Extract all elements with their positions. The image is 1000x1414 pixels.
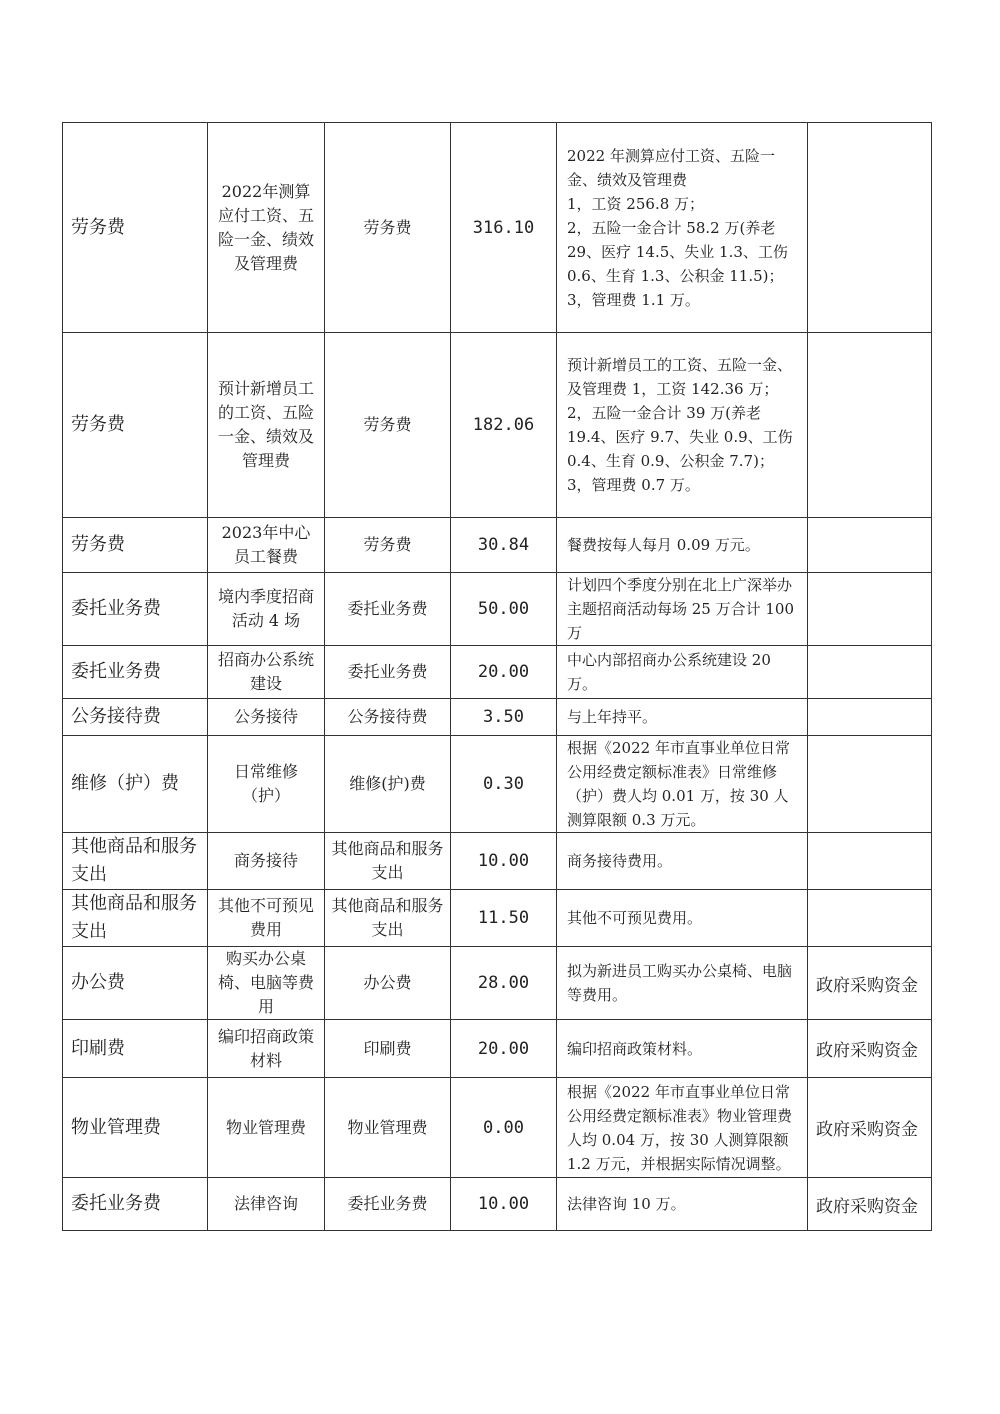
remark-cell bbox=[808, 646, 932, 699]
amount-cell: 0.30 bbox=[451, 736, 557, 833]
remark-cell bbox=[808, 333, 932, 518]
econ-type-cell: 劳务费 bbox=[325, 333, 451, 518]
table-row bbox=[63, 833, 932, 890]
budget-table-body bbox=[63, 123, 932, 1231]
project-cell: 购买办公桌椅、电脑等费用 bbox=[208, 947, 325, 1020]
detail-line: 计划四个季度分别在北上广深举办主题招商活动每场 25 万合计 100 万 bbox=[567, 576, 795, 642]
project-cell: 其他不可预见费用 bbox=[208, 890, 325, 947]
detail-line: 2，五险一金合计 39 万(养老 19.4、医疗 9.7、失业 0.9、工伤 0.4、生育 0.9、公积金 7.7)； bbox=[567, 404, 793, 470]
project-cell: 日常维修（护） bbox=[208, 736, 325, 833]
table-row bbox=[63, 699, 932, 736]
remark-cell: 政府采购资金 bbox=[808, 1078, 932, 1178]
detail-cell bbox=[557, 833, 808, 890]
category-cell: 印刷费 bbox=[63, 1020, 208, 1078]
amount-cell: 20.00 bbox=[451, 1020, 557, 1078]
detail-cell bbox=[557, 123, 808, 333]
econ-type-cell: 劳务费 bbox=[325, 518, 451, 573]
detail-cell bbox=[557, 518, 808, 573]
project-cell: 商务接待 bbox=[208, 833, 325, 890]
detail-line: 拟为新进员工购买办公桌椅、电脑等费用。 bbox=[567, 962, 793, 1004]
detail-cell bbox=[557, 646, 808, 699]
detail-cell bbox=[557, 333, 808, 518]
amount-cell: 316.10 bbox=[451, 123, 557, 333]
econ-type-cell: 委托业务费 bbox=[325, 573, 451, 646]
category-cell: 物业管理费 bbox=[63, 1078, 208, 1178]
category-cell: 办公费 bbox=[63, 947, 208, 1020]
project-cell: 2022年测算应付工资、五险一金、绩效及管理费 bbox=[208, 123, 325, 333]
category-cell: 劳务费 bbox=[63, 123, 208, 333]
project-cell: 招商办公系统建设 bbox=[208, 646, 325, 699]
amount-cell: 11.50 bbox=[451, 890, 557, 947]
category-cell: 其他商品和服务支出 bbox=[63, 833, 208, 890]
project-cell: 预计新增员工的工资、五险一金、绩效及管理费 bbox=[208, 333, 325, 518]
table-row bbox=[63, 123, 932, 333]
table-row bbox=[63, 1020, 932, 1078]
amount-cell: 182.06 bbox=[451, 333, 557, 518]
category-cell: 公务接待费 bbox=[63, 699, 208, 736]
detail-line: 商务接待费用。 bbox=[567, 852, 673, 870]
detail-line: 其他不可预见费用。 bbox=[567, 909, 703, 927]
category-cell: 劳务费 bbox=[63, 333, 208, 518]
project-cell: 法律咨询 bbox=[208, 1178, 325, 1231]
detail-line: 与上年持平。 bbox=[567, 708, 658, 726]
detail-cell bbox=[557, 699, 808, 736]
detail-cell bbox=[557, 573, 808, 646]
table-row bbox=[63, 646, 932, 699]
econ-type-cell: 办公费 bbox=[325, 947, 451, 1020]
econ-type-cell: 其他商品和服务支出 bbox=[325, 833, 451, 890]
econ-type-cell: 劳务费 bbox=[325, 123, 451, 333]
detail-cell bbox=[557, 947, 808, 1020]
amount-cell: 50.00 bbox=[451, 573, 557, 646]
amount-cell: 10.00 bbox=[451, 833, 557, 890]
detail-line: 2，五险一金合计 58.2 万(养老 29、医疗 14.5、失业 1.3、工伤 0.6、生育 1.3、公积金 11.5)； bbox=[567, 218, 788, 285]
project-cell: 境内季度招商活动 4 场 bbox=[208, 573, 325, 646]
detail-line: 3，管理费 0.7 万。 bbox=[567, 476, 700, 494]
table-row bbox=[63, 736, 932, 833]
amount-cell: 20.00 bbox=[451, 646, 557, 699]
table-row bbox=[63, 573, 932, 646]
econ-type-cell: 委托业务费 bbox=[325, 646, 451, 699]
econ-type-cell: 维修(护)费 bbox=[325, 736, 451, 833]
remark-cell bbox=[808, 890, 932, 947]
detail-cell bbox=[557, 1178, 808, 1231]
detail-cell bbox=[557, 1078, 808, 1178]
detail-line: 2022 年测算应付工资、五险一金、绩效及管理费 bbox=[567, 146, 775, 189]
category-cell: 维修（护）费 bbox=[63, 736, 208, 833]
detail-line: 餐费按每人每月 0.09 万元。 bbox=[567, 536, 760, 554]
project-cell: 物业管理费 bbox=[208, 1078, 325, 1178]
econ-type-cell: 物业管理费 bbox=[325, 1078, 451, 1178]
detail-line: 3，管理费 1.1 万。 bbox=[567, 290, 700, 309]
econ-type-cell: 其他商品和服务支出 bbox=[325, 890, 451, 947]
amount-cell: 28.00 bbox=[451, 947, 557, 1020]
remark-cell bbox=[808, 699, 932, 736]
category-cell: 委托业务费 bbox=[63, 573, 208, 646]
detail-line: 编印招商政策材料。 bbox=[567, 1039, 703, 1058]
budget-table bbox=[62, 122, 932, 1231]
amount-cell: 30.84 bbox=[451, 518, 557, 573]
category-cell: 劳务费 bbox=[63, 518, 208, 573]
remark-cell bbox=[808, 833, 932, 890]
remark-cell: 政府采购资金 bbox=[808, 1178, 932, 1231]
econ-type-cell: 委托业务费 bbox=[325, 1178, 451, 1231]
project-cell: 2023年中心员工餐费 bbox=[208, 518, 325, 573]
project-cell: 公务接待 bbox=[208, 699, 325, 736]
detail-line: 预计新增员工的工资、五险一金、及管理费 1，工资 142.36 万； bbox=[567, 356, 793, 398]
table-row bbox=[63, 947, 932, 1020]
category-cell: 其他商品和服务支出 bbox=[63, 890, 208, 947]
table-row bbox=[63, 890, 932, 947]
detail-cell bbox=[557, 1020, 808, 1078]
detail-line: 1，工资 256.8 万； bbox=[567, 194, 705, 213]
detail-line: 法律咨询 10 万。 bbox=[567, 1195, 686, 1213]
category-cell: 委托业务费 bbox=[63, 1178, 208, 1231]
project-cell: 编印招商政策材料 bbox=[208, 1020, 325, 1078]
detail-line: 中心内部招商办公系统建设 20 万。 bbox=[567, 651, 771, 693]
remark-cell bbox=[808, 123, 932, 333]
econ-type-cell: 公务接待费 bbox=[325, 699, 451, 736]
remark-cell bbox=[808, 573, 932, 646]
remark-cell: 政府采购资金 bbox=[808, 1020, 932, 1078]
remark-cell: 政府采购资金 bbox=[808, 947, 932, 1020]
detail-line: 根据《2022 年市直事业单位日常公用经费定额标准表》日常维修（护）费人均 0.01 万，按 30 人测算限额 0.3 万元。 bbox=[567, 739, 790, 829]
table-row bbox=[63, 1078, 932, 1178]
detail-line: 根据《2022 年市直事业单位日常公用经费定额标准表》物业管理费人均 0.04 万，按 30 人测算限额 1.2 万元，并根据实际情况调整。 bbox=[567, 1082, 793, 1173]
econ-type-cell: 印刷费 bbox=[325, 1020, 451, 1078]
category-cell: 委托业务费 bbox=[63, 646, 208, 699]
amount-cell: 3.50 bbox=[451, 699, 557, 736]
amount-cell: 0.00 bbox=[451, 1078, 557, 1178]
remark-cell bbox=[808, 518, 932, 573]
table-row bbox=[63, 518, 932, 573]
detail-cell bbox=[557, 890, 808, 947]
amount-cell: 10.00 bbox=[451, 1178, 557, 1231]
table-row bbox=[63, 333, 932, 518]
detail-cell bbox=[557, 736, 808, 833]
remark-cell bbox=[808, 736, 932, 833]
table-row bbox=[63, 1178, 932, 1231]
